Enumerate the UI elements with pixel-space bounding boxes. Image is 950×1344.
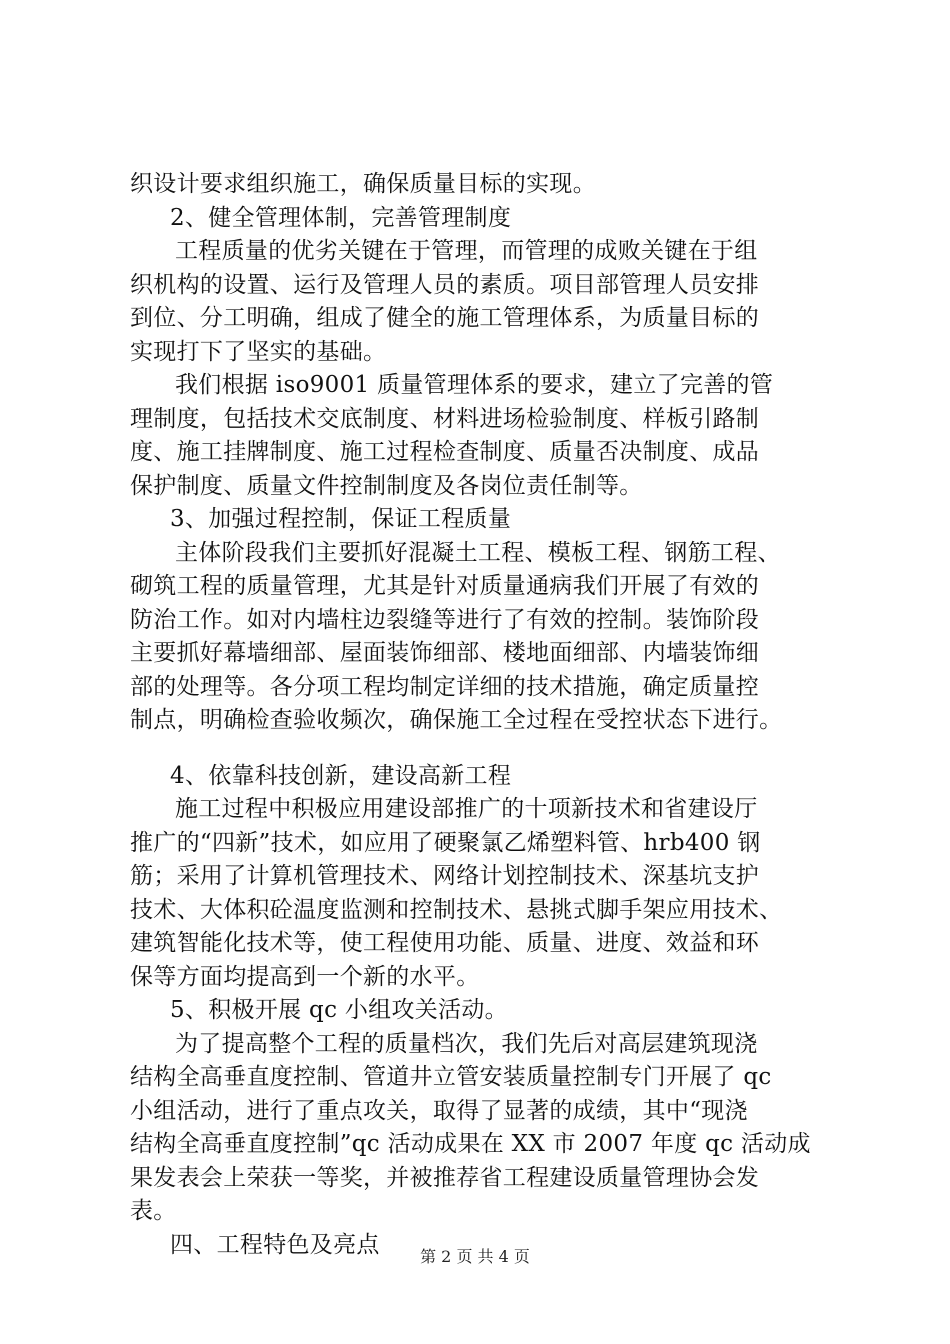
section-heading: 3、加强过程控制，保证工程质量 — [170, 506, 512, 532]
paragraph-line: 主体阶段我们主要抓好混凝土工程、模板工程、钢筋工程、 — [175, 539, 781, 566]
section-heading: 4、依靠科技创新，建设高新工程 — [170, 762, 512, 789]
paragraph-line: 施工过程中积极应用建设部推广的十项新技术和省建设厅 — [175, 796, 758, 822]
paragraph-line: 小组活动，进行了重点攻关，取得了显著的成绩，其中“现浇 — [130, 1097, 748, 1124]
paragraph-line: 织设计要求组织施工，确保质量目标的实现。 — [130, 171, 596, 197]
paragraph-line: 工程质量的优劣关键在于管理，而管理的成败关键在于组 — [175, 238, 758, 264]
paragraph-line: 结构全高垂直度控制、管道井立管安装质量控制专门开展了 qc — [130, 1064, 772, 1090]
paragraph-line: 表。 — [130, 1198, 177, 1224]
paragraph-line: 技术、大体积砼温度监测和控制技术、悬挑式脚手架应用技术、 — [130, 896, 783, 923]
section-heading: 5、积极开展 qc 小组攻关活动。 — [170, 997, 508, 1023]
paragraph-line: 建筑智能化技术等，使工程使用功能、质量、进度、效益和环 — [130, 930, 760, 956]
paragraph-line: 防治工作。如对内墙柱边裂缝等进行了有效的控制。装饰阶段 — [130, 606, 760, 633]
paragraph-line: 保等方面均提高到一个新的水平。 — [130, 963, 480, 990]
paragraph-line: 到位、分工明确，组成了健全的施工管理体系，为质量目标的 — [130, 305, 760, 331]
paragraph-line: 结构全高垂直度控制”qc 活动成果在 XX 市 2007 年度 qc 活动成 — [130, 1131, 811, 1157]
paragraph-line: 织机构的设置、运行及管理人员的素质。项目部管理人员安排 — [130, 271, 760, 298]
paragraph-gap — [130, 738, 850, 760]
paragraph-line: 度、施工挂牌制度、施工过程检查制度、质量否决制度、成品 — [130, 439, 760, 465]
page-number-footer: 第 2 页 共 4 页 — [420, 1247, 530, 1266]
section-heading: 2、健全管理体制，完善管理制度 — [170, 204, 512, 231]
paragraph-line: 部的处理等。各分项工程均制定详细的技术措施，确定质量控 — [130, 673, 760, 700]
paragraph-line: 果发表会上荣获一等奖，并被推荐省工程建设质量管理协会发 — [130, 1164, 760, 1191]
paragraph-line: 主要抓好幕墙细部、屋面装饰细部、楼地面细部、内墙装饰细 — [130, 640, 760, 666]
paragraph-line: 为了提高整个工程的质量档次，我们先后对高层建筑现浇 — [175, 1030, 758, 1057]
document-body — [130, 168, 850, 1262]
paragraph-line: 筋；采用了计算机管理技术、网络计划控制技术、深基坑支护 — [130, 863, 760, 889]
section-heading: 四、工程特色及亮点 — [170, 1231, 380, 1258]
paragraph-line: 砌筑工程的质量管理，尤其是针对质量通病我们开展了有效的 — [130, 573, 760, 599]
paragraph-line: 理制度，包括技术交底制度、材料进场检验制度、样板引路制 — [130, 405, 760, 432]
paragraph-line: 制点，明确检查验收频次，确保施工全过程在受控状态下进行。 — [130, 707, 783, 733]
paragraph-line: 实现打下了坚实的基础。 — [130, 338, 387, 365]
paragraph-line: 保护制度、质量文件控制制度及各岗位责任制等。 — [130, 472, 643, 499]
paragraph-line: 推广的“四新”技术，如应用了硬聚氯乙烯塑料管、hrb400 钢 — [130, 829, 761, 856]
paragraph-line: 我们根据 iso9001 质量管理体系的要求，建立了完善的管 — [175, 372, 774, 398]
